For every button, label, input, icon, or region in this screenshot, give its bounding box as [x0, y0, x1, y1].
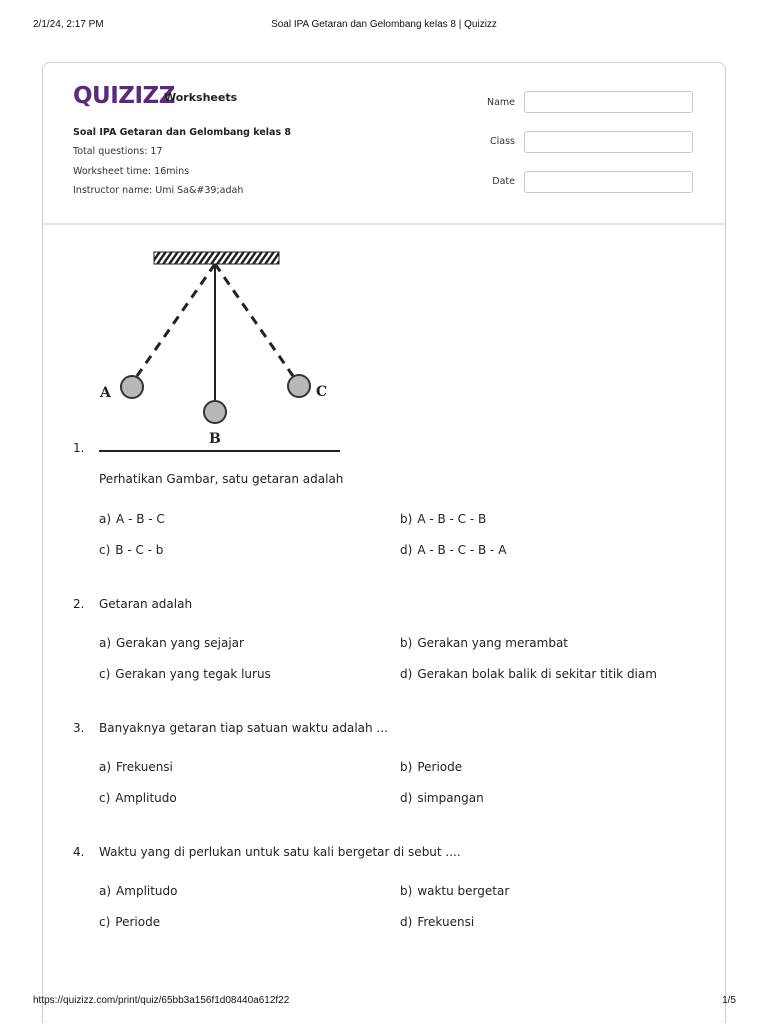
instructor-name: Instructor name: Umi Sa&#39;adah — [73, 185, 244, 196]
ceiling-support — [154, 252, 279, 264]
bob-c — [288, 375, 310, 397]
question-text: Waktu yang di perlukan untuk satu kali bergetar di sebut .... — [99, 845, 461, 859]
question-text: Banyaknya getaran tiap satuan waktu adalah ... — [99, 721, 388, 735]
question-number: 1. — [73, 441, 85, 455]
total-questions: Total questions: 17 — [73, 146, 163, 157]
string-left — [137, 264, 215, 376]
option-c: c) Gerakan yang tegak lurus — [99, 667, 271, 681]
option-b: b) waktu bergetar — [400, 884, 510, 898]
option-d: d) A - B - C - B - A — [400, 543, 507, 557]
label-c: C — [316, 384, 328, 400]
class-field[interactable] — [524, 131, 693, 153]
worksheets-label: Worksheets — [164, 91, 238, 104]
label-b: B — [209, 431, 221, 447]
option-d: d) simpangan — [400, 791, 484, 805]
question-number: 2. — [73, 597, 85, 611]
page-number: 1/5 — [722, 995, 736, 1006]
question-number: 3. — [73, 721, 85, 735]
option-a: a) Amplitudo — [99, 884, 178, 898]
print-header — [0, 19, 768, 33]
string-right — [215, 264, 293, 376]
option-d: d) Frekuensi — [400, 915, 475, 929]
bob-b — [204, 401, 226, 423]
pendulum-figure — [95, 248, 345, 453]
print-datetime: 2/1/24, 2:17 PM — [33, 19, 104, 30]
option-a: a) A - B - C — [99, 512, 165, 526]
option-b: b) Periode — [400, 760, 463, 774]
option-c: c) B - C - b — [99, 543, 164, 557]
question-text: Getaran adalah — [99, 597, 193, 611]
worksheet-time: Worksheet time: 16mins — [73, 166, 190, 177]
quiz-title: Soal IPA Getaran dan Gelombang kelas 8 — [73, 127, 292, 138]
worksheet-header — [43, 63, 725, 225]
name-field[interactable] — [524, 91, 693, 113]
print-url: https://quizizz.com/print/quiz/65bb3a156f1d08440a612f22 — [33, 995, 290, 1006]
print-title: Soal IPA Getaran dan Gelombang kelas 8 | Quizizz — [271, 19, 497, 30]
option-a: a) Frekuensi — [99, 760, 173, 774]
option-b: b) A - B - C - B — [400, 512, 487, 526]
option-c: c) Periode — [99, 915, 161, 929]
class-label: Class — [490, 136, 515, 147]
bob-a — [121, 376, 143, 398]
name-label: Name — [486, 97, 515, 108]
option-b: b) Gerakan yang merambat — [400, 636, 569, 650]
option-c: c) Amplitudo — [99, 791, 177, 805]
question-text: Perhatikan Gambar, satu getaran adalah — [99, 472, 344, 486]
option-a: a) Gerakan yang sejajar — [99, 636, 244, 650]
question-number: 4. — [73, 845, 85, 859]
quizizz-logo: QUIZIZZ — [73, 83, 175, 109]
print-footer — [0, 995, 768, 1009]
label-a: A — [100, 385, 111, 401]
option-d: d) Gerakan bolak balik di sekitar titik diam — [400, 667, 657, 681]
date-field[interactable] — [524, 171, 693, 193]
date-label: Date — [492, 176, 515, 187]
